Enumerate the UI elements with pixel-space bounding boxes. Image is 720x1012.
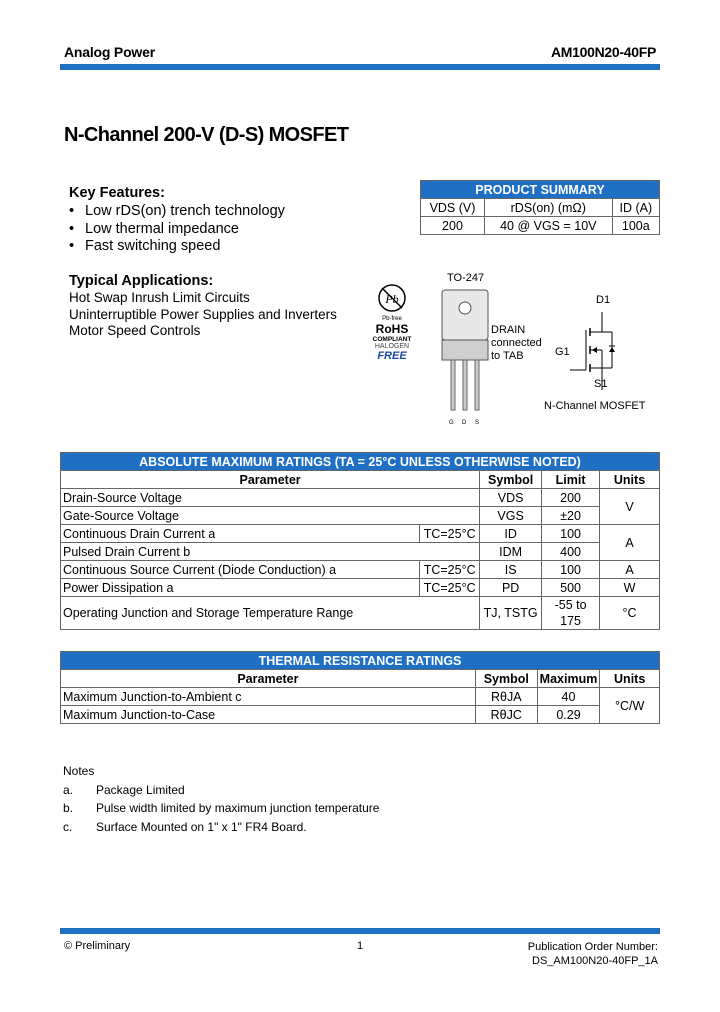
page-number: 1 (357, 940, 364, 952)
feature-item: • Low rDS(on) trench technology (69, 203, 285, 221)
rohs-compliant: COMPLIANT (372, 336, 412, 343)
pin-label: S (475, 420, 480, 426)
id-header: ID (A) (612, 199, 659, 217)
param-header: Parameter (61, 471, 480, 489)
application-item: Motor Speed Controls (69, 323, 201, 338)
rds-header: rDS(on) (mΩ) (484, 199, 612, 217)
source-label: S1 (594, 378, 608, 390)
footer-copyright: © Preliminary (64, 940, 131, 952)
max-header: Maximum (537, 670, 600, 688)
id-value: 100a (612, 217, 659, 235)
vds-header: VDS (V) (421, 199, 485, 217)
company-name: Analog Power (64, 44, 155, 60)
free-label: FREE (377, 350, 407, 362)
limit-header: Limit (542, 471, 600, 489)
pin-label: G (449, 420, 454, 426)
table-row: Continuous Drain Current a TC=25°C ID 100 A (61, 525, 660, 543)
pb-free-icon (374, 282, 410, 318)
units-header: Units (600, 471, 660, 489)
table-row: Maximum Junction-to-Case RθJC 0.29 (61, 706, 660, 724)
mosfet-symbol-icon (568, 312, 618, 390)
notes (63, 762, 379, 836)
param-header: Parameter (61, 670, 476, 688)
absolute-max-ratings-table (60, 452, 660, 630)
device-label: N-Channel MOSFET (544, 400, 646, 412)
features-heading: Key Features: (69, 185, 165, 201)
note-item: b. Pulse width limited by maximum junction temperature (63, 801, 380, 815)
halogen-label: HALOGEN (374, 343, 410, 350)
units-header: Units (600, 670, 660, 688)
abs-max-title: ABSOLUTE MAXIMUM RATINGS (TA = 25°C UNLESS OTHERWISE NOTED) (61, 453, 660, 471)
svg-text:Pb: Pb (385, 292, 399, 306)
gate-label: G1 (555, 346, 570, 358)
table-row: Drain-Source Voltage VDS 200 V (61, 489, 660, 507)
feature-item: • Fast switching speed (69, 238, 285, 256)
pin-label: D (462, 420, 467, 426)
vds-value: 200 (421, 217, 485, 235)
features-list (69, 203, 285, 256)
footer-rule (60, 928, 660, 934)
table-row: Maximum Junction-to-Ambient c RθJA 40 °C/W (61, 688, 660, 706)
package-name: TO-247 (447, 272, 485, 284)
table-row: Gate-Source Voltage VGS ±20 (61, 507, 660, 525)
drain-label: D1 (596, 294, 611, 306)
product-summary-title: PRODUCT SUMMARY (421, 181, 660, 199)
feature-item: • Low thermal impedance (69, 221, 285, 239)
table-row: Continuous Source Current (Diode Conduction) a TC=25°C IS 100 A (61, 561, 660, 579)
publication-number: Publication Order Number: DS_AM100N20-40FP_1A (527, 941, 658, 967)
application-item: Uninterruptible Power Supplies and Inverters (69, 306, 337, 322)
application-item: Hot Swap Inrush Limit Circuits (69, 290, 250, 305)
page-title: N-Channel 200-V (D-S) MOSFET (64, 124, 349, 146)
header-rule (60, 64, 660, 70)
note-item: c. Surface Mounted on 1" x 1" FR4 Board. (63, 819, 307, 834)
symbol-header: Symbol (480, 471, 542, 489)
thermal-title: THERMAL RESISTANCE RATINGS (61, 652, 660, 670)
note-item: a. Package Limited (63, 782, 185, 797)
product-summary-table (420, 180, 660, 235)
rohs-label: RoHS (375, 322, 409, 336)
notes-heading: Notes (63, 764, 95, 778)
rohs-badge (360, 282, 424, 362)
rds-value: 40 @ VGS = 10V (484, 217, 612, 235)
drain-note: DRAIN connected to TAB (491, 324, 542, 362)
to247-package-icon (430, 286, 500, 426)
table-row: Operating Junction and Storage Temperature Range TJ, TSTG -55 to 175 °C (61, 597, 660, 630)
thermal-resistance-table (60, 651, 660, 724)
table-row: Pulsed Drain Current b IDM 400 (61, 543, 660, 561)
symbol-header: Symbol (475, 670, 537, 688)
pb-free-label: Pb-free (382, 316, 402, 322)
package-diagram (430, 270, 660, 430)
part-number: AM100N20-40FP (550, 44, 656, 60)
applications-heading: Typical Applications: (69, 273, 214, 289)
table-row: Power Dissipation a TC=25°C PD 500 W (61, 579, 660, 597)
applications-list (69, 290, 337, 340)
